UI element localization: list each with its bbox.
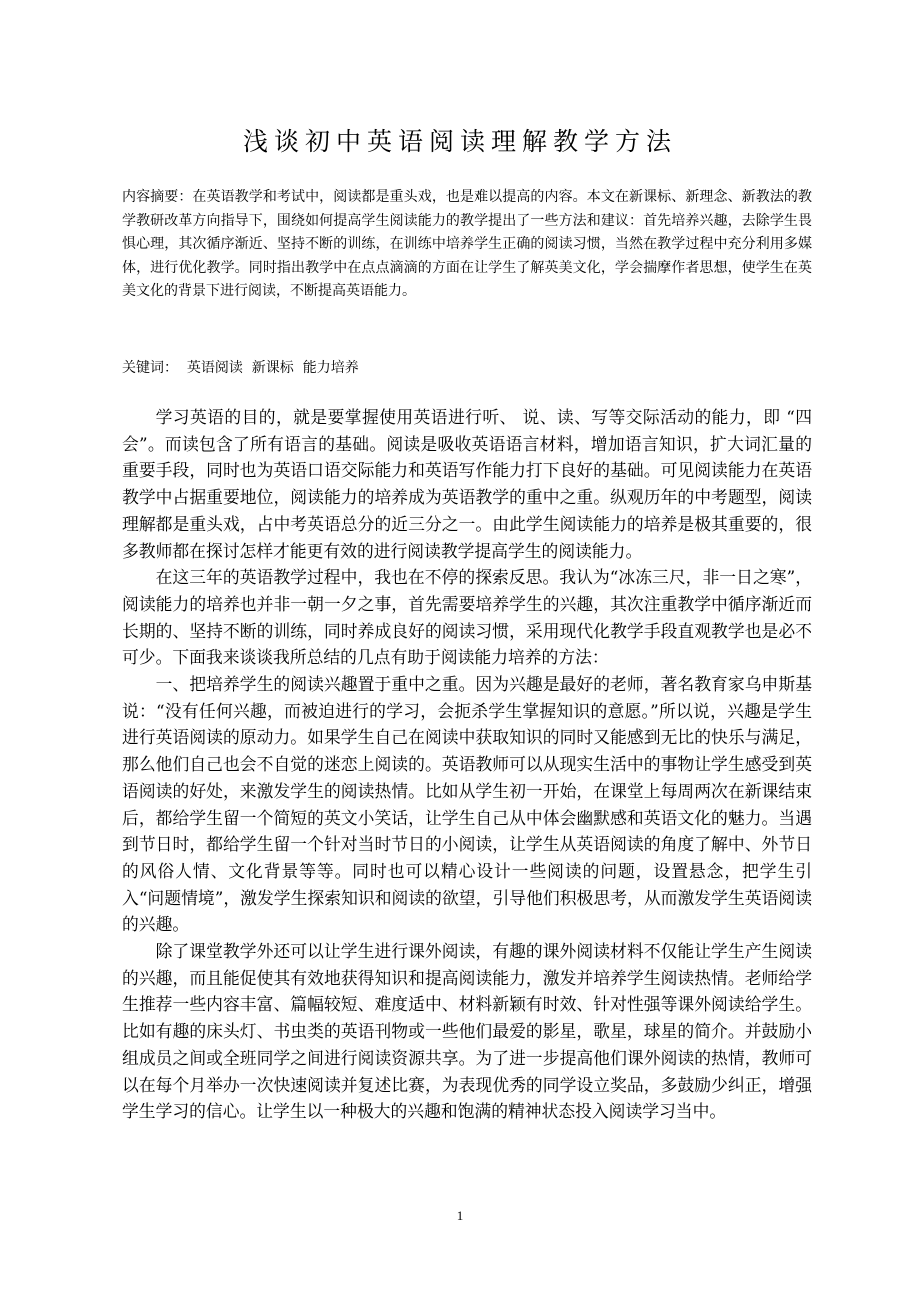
paragraph: 一、把培养学生的阅读兴趣置于重中之重。因为兴趣是最好的老师，著名教育家乌申斯基说：“没有任何兴趣，而被迫进行的学习，会扼杀学生掌握知识的意愿。”所以说，兴趣是学生进行英语阅读的原动力。如果学生自己在阅读中获取知识的同时又能感到无比的快乐与满足，那么他们自己也会不自觉的迷恋上阅读的。英语教师可以从现实生活中的事物让学生感受到英语阅读的好处，来激发学生的阅读热情。比如从学生初一开始，在课堂上每周两次在新课结束后，都给学生留一个简短的英文小笑话，让学生自己从中体会幽默感和英语文化的魅力。当遇到节日时，都给学生留一个针对当时节日的小阅读，让学生从英语阅读的角度了解中、外节日的风俗人情、文化背景等等。同时也可以精心设计一些阅读的问题，设置悬念，把学生引入“问题情境”，激发学生探索知识和阅读的欲望，引导他们积极思考，从而激发学生英语阅读的兴趣。 xyxy=(122,674,812,935)
page-number: 1 xyxy=(456,1208,464,1223)
paragraph: 除了课堂教学外还可以让学生进行课外阅读，有趣的课外阅读材料不仅能让学生产生阅读的兴趣，而且能促使其有效地获得知识和提高阅读能力，激发并培养学生阅读热情。老师给学生推荐一些内容丰富、篇幅较短、难度适中、材料新颖有时效、针对性强等课外阅读给学生。比如有趣的床头灯、书虫类的英语刊物或一些他们最爱的影星，歌星，球星的简介。并鼓励小组成员之间或全班同学之间进行阅读资源共享。为了进一步提高他们课外阅读的热情，教师可以在每个月举办一次快速阅读并复述比赛，为表现优秀的同学设立奖品，多鼓励少纠正，增强学生学习的信心。让学生以一种极大的兴趣和饱满的精神状态投入阅读学习当中。 xyxy=(122,941,812,1122)
body-text xyxy=(122,404,812,1125)
paragraph: 学习英语的目的，就是要掌握使用英语进行听、 说、读、写等交际活动的能力，即 “四会”。而读包含了所有语言的基础。阅读是吸收英语语言材料，增加语言知识，扩大词汇量的重要手段，同时也为英语口语交际能力和英语写作能力打下良好的基础。可见阅读能力在英语教学中占据重要地位，阅读能力的培养成为英语教学的重中之重。纵观历年的中考题型，阅读理解都是重头戏，占中考英语总分的近三分之一。由此学生阅读能力的培养是极其重要的，很多教师都在探讨怎样才能更有效的进行阅读教学提高学生的阅读能力。 xyxy=(122,407,812,561)
paragraph: 在这三年的英语教学过程中，我也在不停的探索反思。我认为“冰冻三尺，非一日之寒”，阅读能力的培养也并非一朝一夕之事，首先需要培养学生的兴趣，其次注重教学中循序渐近而长期的、坚持不断的训练，同时养成良好的阅读习惯，采用现代化教学手段直观教学也是必不可少。下面我来谈谈我所总结的几点有助于阅读能力培养的方法： xyxy=(122,567,812,668)
keywords: 关键词： 英语阅读 新课标 能力培养 xyxy=(122,360,359,376)
abstract: 内容摘要：在英语教学和考试中，阅读都是重头戏，也是难以提高的内容。本文在新课标、新理念、新教法的教学教研改革方向指导下，围绕如何提高学生阅读能力的教学提出了一些方法和建议：首先培养兴趣，去除学生畏惧心理，其次循序渐近、坚持不断的训练，在训练中培养学生正确的阅读习惯，当然在教学过程中充分利用多媒体，进行优化教学。同时指出教学中在点点滴滴的方面在让学生了解英美文化，学会揣摩作者思想，使学生在英美文化的背景下进行阅读，不断提高英语能力。 xyxy=(122,189,812,299)
document-title: 浅谈初中英语阅读理解教学方法 xyxy=(242,127,677,156)
